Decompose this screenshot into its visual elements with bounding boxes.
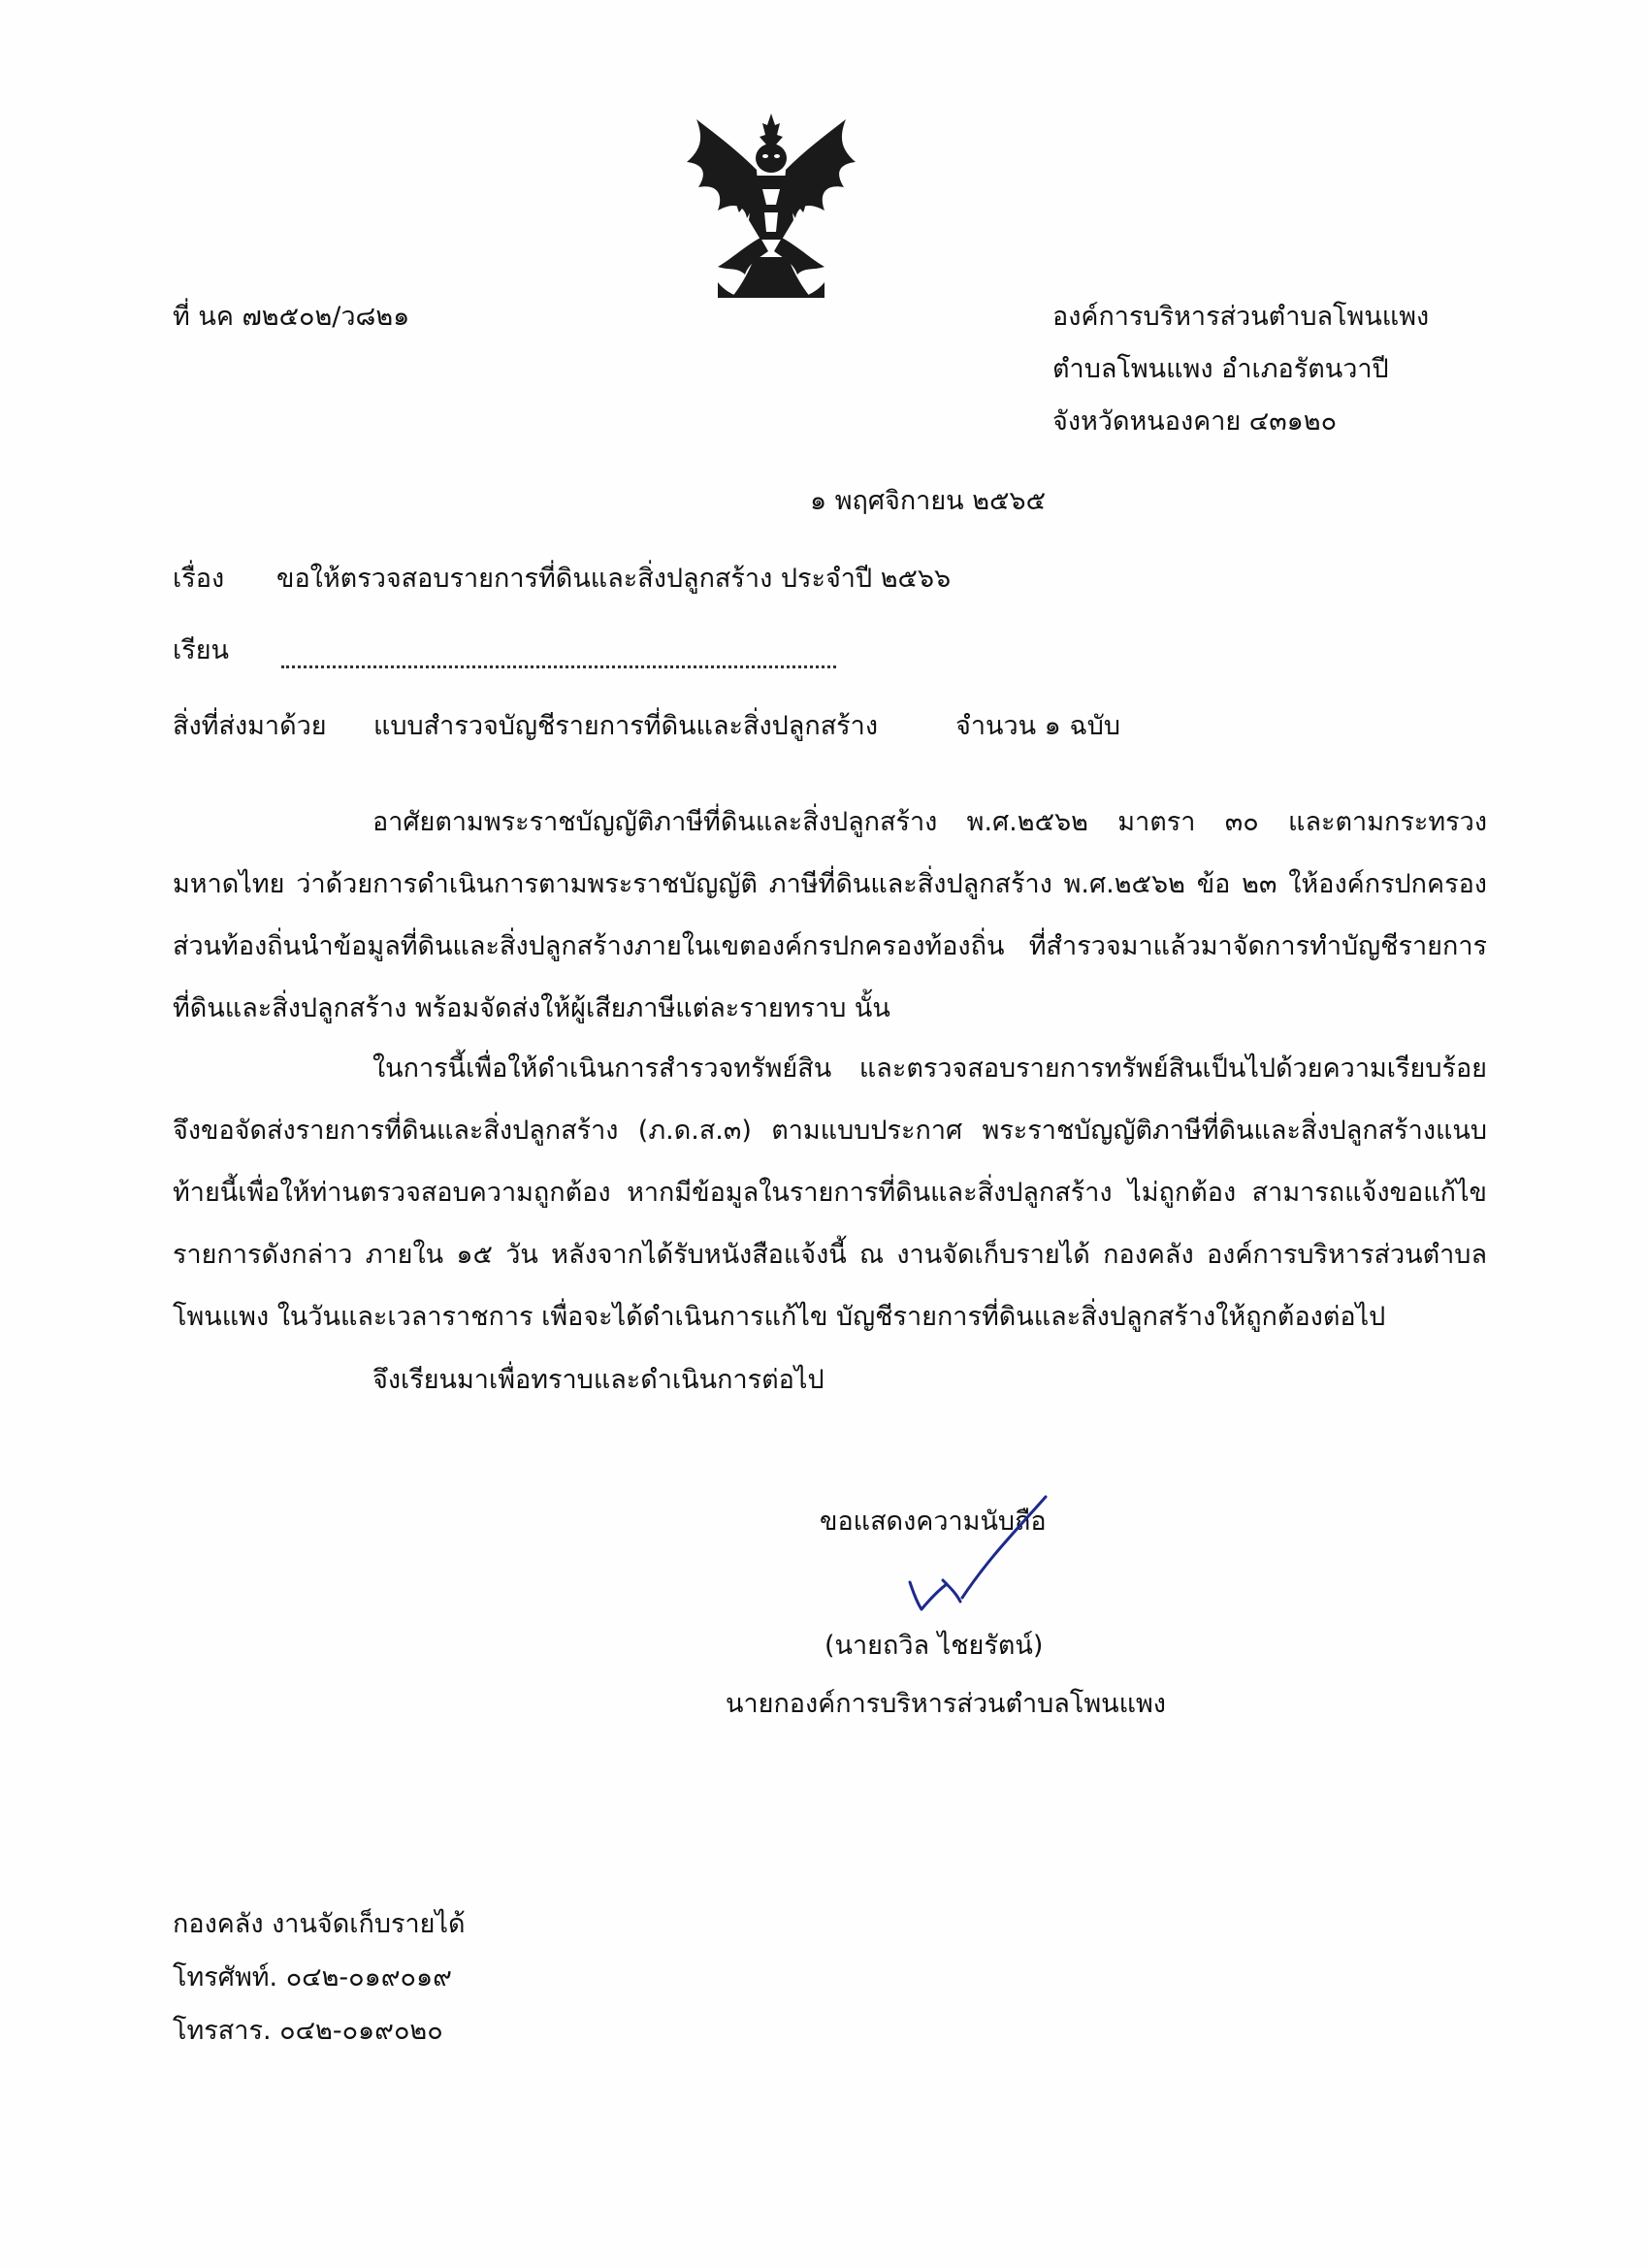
org-address-line-3: จังหวัดหนองคาย ๔๓๑๒๐ [1052, 406, 1338, 437]
body-paragraph-1 [173, 792, 1487, 1040]
paragraph-line: อาศัยตามพระราชบัญญัติภาษีที่ดินและสิ่งปลูกสร้าง พ.ศ.๒๕๖๒ มาตรา ๓๐ และตามกระทรวง [372, 807, 1487, 837]
recipient-blank-line [281, 656, 836, 668]
closing-sentence: จึงเรียนมาเพื่อทราบและดำเนินการต่อไป [372, 1365, 824, 1395]
letter-date: ๑ พฤศจิกายน ๒๕๖๕ [810, 486, 1046, 516]
signature-salutation: ขอแสดงความนับถือ [820, 1507, 1047, 1537]
paragraph-line: รายการดังกล่าว ภายใน ๑๕ วัน หลังจากได้รับหนังสือแจ้งนี้ ณ งานจัดเก็บรายได้ กองคลัง องค์การบริหารส่วนตำบล [173, 1240, 1487, 1270]
signatory-name: (นายถวิล ไชยรัตน์) [824, 1631, 1044, 1661]
footer-department: กองคลัง งานจัดเก็บรายได้ [173, 1909, 466, 1939]
footer-fax: โทรสาร. ๐๔๒-๐๑๙๐๒๐ [173, 2016, 443, 2046]
org-address-line-2: ตำบลโพนแพง อำเภอรัตนวาปี [1052, 354, 1389, 384]
subject-label: เรื่อง [173, 564, 225, 594]
enclosure-count: จำนวน ๑ ฉบับ [955, 711, 1121, 741]
paragraph-line: ส่วนท้องถิ่นนำข้อมูลที่ดินและสิ่งปลูกสร้างภายในเขตองค์กรปกครองท้องถิ่น ที่สำรวจมาแล้วมาจัดการทำบัญชีรายการ [173, 931, 1487, 961]
paragraph-line: ท้ายนี้เพื่อให้ท่านตรวจสอบความถูกต้อง หากมีข้อมูลในรายการที่ดินและสิ่งปลูกสร้าง ไม่ถูกต้อง สามารถแจ้งขอแก้ไข [173, 1178, 1487, 1208]
signatory-position: นายกองค์การบริหารส่วนตำบลโพนแพง [726, 1689, 1166, 1719]
body-paragraph-2 [173, 1038, 1487, 1348]
footer-phone: โทรศัพท์. ๐๔๒-๐๑๙๐๑๙ [173, 1962, 452, 1993]
paragraph-line: โพนแพง ในวันและเวลาราชการ เพื่อจะได้ดำเนินการแก้ไข บัญชีรายการที่ดินและสิ่งปลูกสร้างให้ถูกต้องต่อไป [173, 1302, 1386, 1332]
reference-number: ที่ นค ๗๒๕๐๒/ว๘๒๑ [173, 302, 410, 332]
org-address-line-1: องค์การบริหารส่วนตำบลโพนแพง [1052, 302, 1430, 332]
paragraph-line: ที่ดินและสิ่งปลูกสร้าง พร้อมจัดส่งให้ผู้เสียภาษีแต่ละรายทราบ นั้น [173, 993, 890, 1023]
handwritten-signature [892, 1489, 1057, 1620]
salutation-label: เรียน [173, 635, 230, 665]
enclosure-text: แบบสำรวจบัญชีรายการที่ดินและสิ่งปลูกสร้าง [373, 711, 879, 741]
paragraph-line: ในการนี้เพื่อให้ดำเนินการสำรวจทรัพย์สิน และตรวจสอบรายการทรัพย์สินเป็นไปด้วยความเรียบร้อย [372, 1053, 1487, 1084]
garuda-emblem-icon [679, 112, 863, 301]
paragraph-line: จึงขอจัดส่งรายการที่ดินและสิ่งปลูกสร้าง (ภ.ด.ส.๓) ตามแบบประกาศ พระราชบัญญัติภาษีที่ดินและสิ่งปลูกสร้างแนบ [173, 1116, 1487, 1146]
subject-text: ขอให้ตรวจสอบรายการที่ดินและสิ่งปลูกสร้าง ประจำปี ๒๕๖๖ [276, 564, 952, 594]
enclosure-label: สิ่งที่ส่งมาด้วย [173, 711, 327, 741]
paragraph-line: มหาดไทย ว่าด้วยการดำเนินการตามพระราชบัญญัติ ภาษีที่ดินและสิ่งปลูกสร้าง พ.ศ.๒๕๖๒ ข้อ ๒๓ ให้องค์กรปกครอง [173, 869, 1487, 899]
